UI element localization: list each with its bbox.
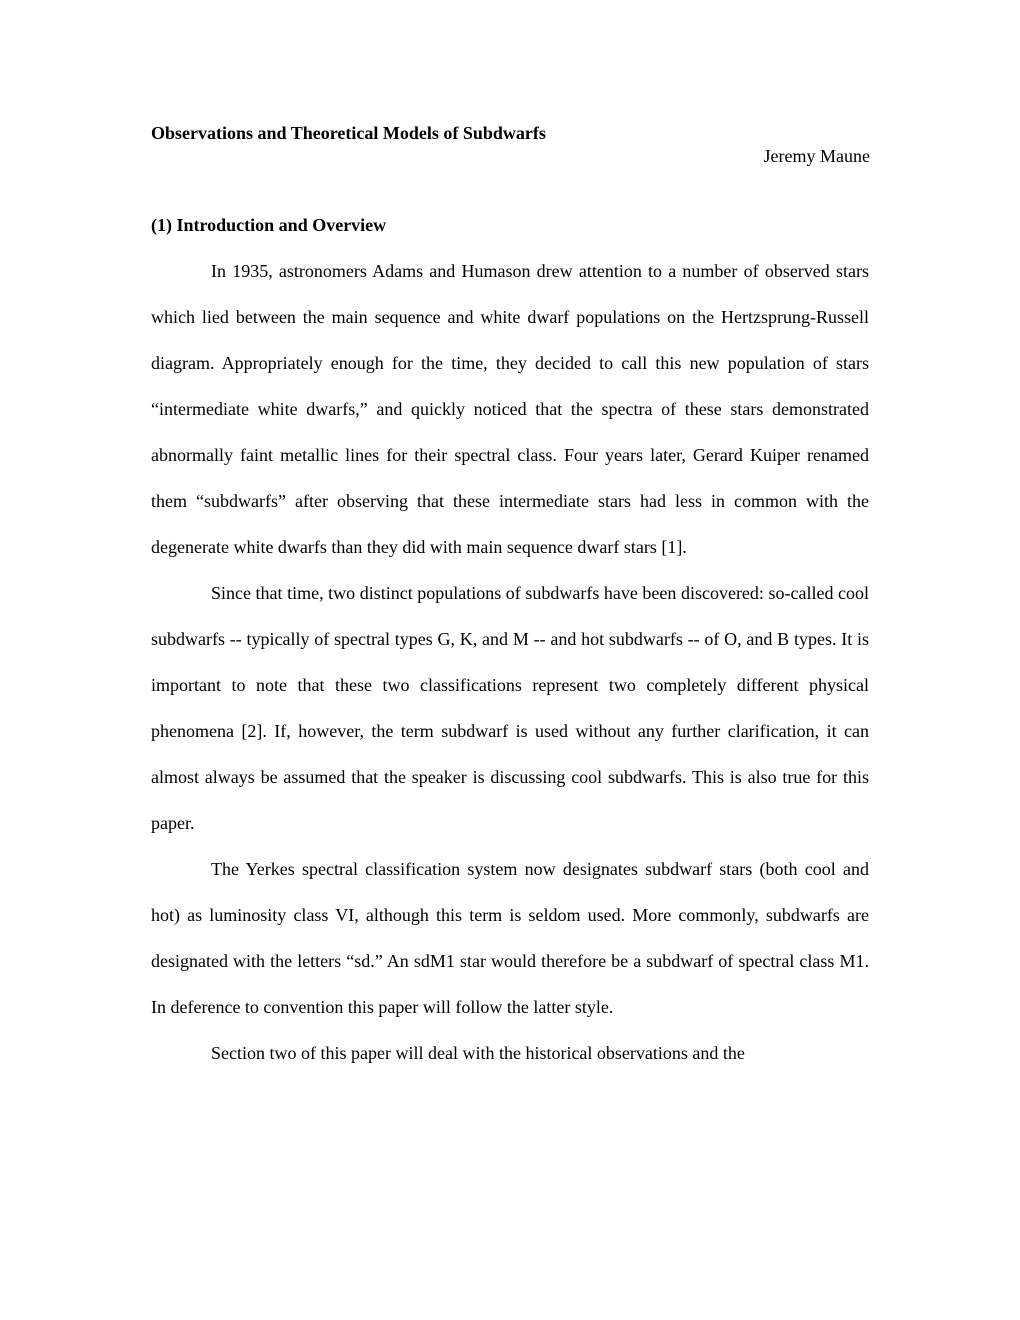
author-name: Jeremy Maune [763, 146, 870, 166]
paper-title: Observations and Theoretical Models of Subdwarfs [151, 123, 546, 143]
section-heading: (1) Introduction and Overview [151, 215, 387, 235]
paragraph: In 1935, astronomers Adams and Humason drew attention to a number of observed stars which lied between the main sequence and white dwarf populations on the Hertzsprung-Russell diagram. Appropriately enough for the time, they decided to call this new population of stars “intermediate white dwarfs,” and quickly noticed that the spectra of these stars demonstrated abnormally faint metallic lines for their spectral class. Four years later, Gerard Kuiper renamed them “subdwarfs” after observing that these intermediate stars had less in common with the degenerate white dwarfs than they did with main sequence dwarf stars [1]. [151, 261, 869, 557]
paragraph: Since that time, two distinct populations of subdwarfs have been discovered: so-called cool subdwarfs -- typically of spectral types G, K, and M -- and hot subdwarfs -- of O, and B types. It is important to note that these two classifications represent two completely different physical phenomena [2]. If, however, the term subdwarf is used without any further clarification, it can almost always be assumed that the speaker is discussing cool subdwarfs. This is also true for this paper. [151, 583, 869, 833]
paragraph: Section two of this paper will deal with the historical observations and the [211, 1043, 745, 1063]
body-text [151, 248, 869, 1076]
paragraph: The Yerkes spectral classification system now designates subdwarf stars (both cool and hot) as luminosity class VI, although this term is seldom used. More commonly, subdwarfs are designated with the letters “sd.” An sdM1 star would therefore be a subdwarf of spectral class M1. In deference to convention this paper will follow the latter style. [151, 859, 869, 1017]
